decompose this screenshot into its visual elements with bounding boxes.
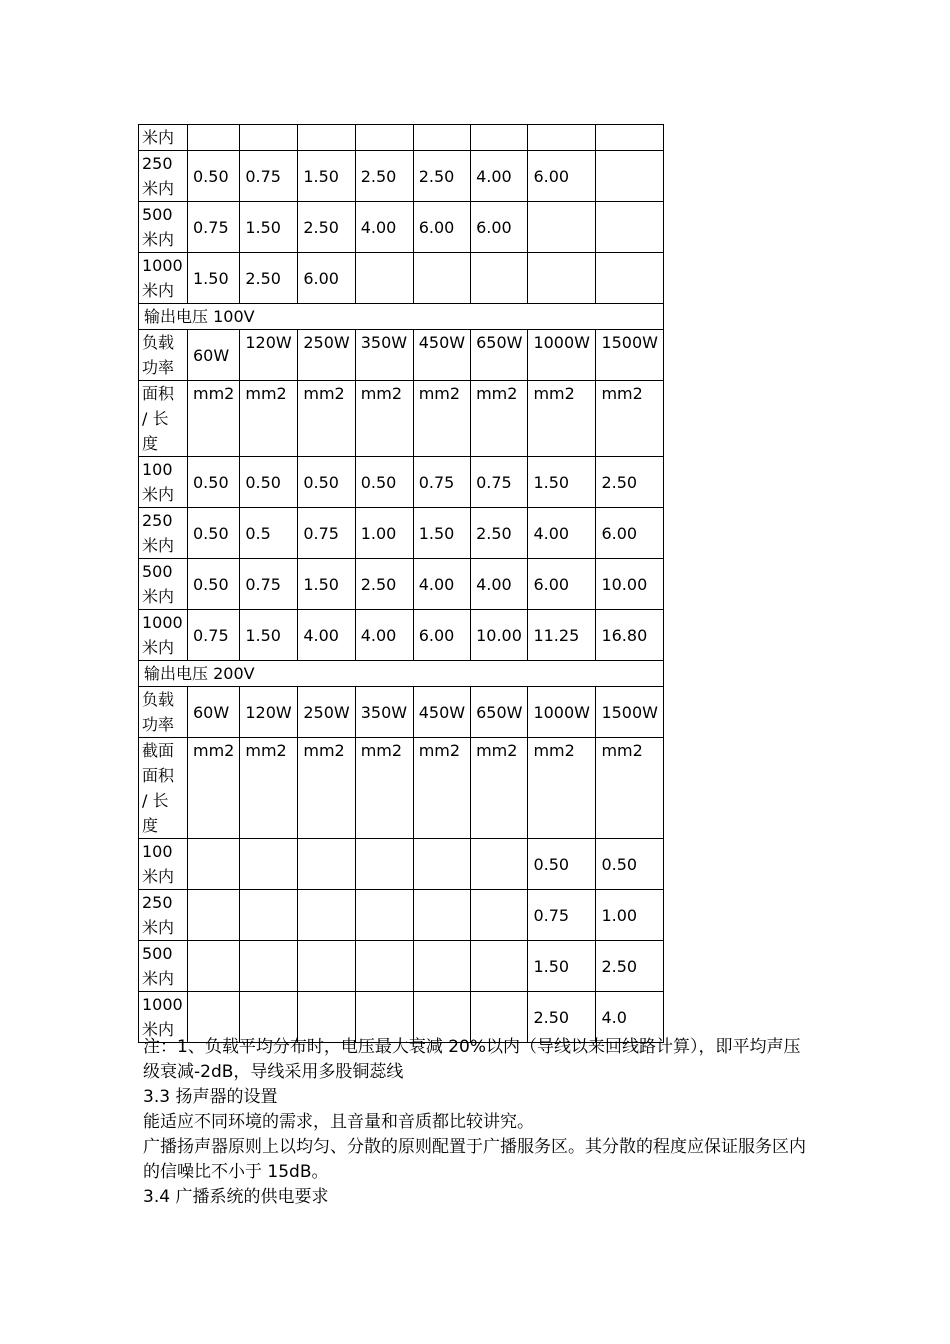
table-cell (413, 941, 470, 992)
paragraph: 广播扬声器原则上以均匀、分散的原则配置于广播服务区。其分散的程度应保证服务区内的信噪比不小于 15dB。 (143, 1137, 806, 1182)
table-cell (413, 890, 470, 941)
table-cell: mm2 (298, 381, 355, 457)
table-cell: 4.00 (355, 610, 413, 661)
table-cell: 1500W (596, 687, 664, 738)
table-cell: mm2 (471, 381, 528, 457)
table-cell: 0.75 (240, 559, 298, 610)
table-cell (188, 941, 240, 992)
table-cell: 6.00 (471, 202, 528, 253)
table-cell: 1.50 (240, 202, 298, 253)
table-cell: 0.50 (298, 457, 355, 508)
table-cell (528, 253, 596, 304)
section-row (139, 304, 664, 330)
table-cell: 0.75 (413, 457, 470, 508)
table-cell (471, 890, 528, 941)
table-cell: 1.50 (528, 941, 596, 992)
table-cell: 1.50 (298, 559, 355, 610)
table-cell: mm2 (298, 738, 355, 839)
table-cell (355, 890, 413, 941)
row-label-cell: 100 米内 (139, 839, 188, 890)
table-cell: 0.5 (240, 508, 298, 559)
table-cell: 0.50 (240, 457, 298, 508)
table-cell: mm2 (240, 738, 298, 839)
table-cell (413, 253, 470, 304)
table-cell: 250W (298, 687, 355, 738)
table-cell (413, 125, 470, 151)
table-cell: 0.75 (188, 610, 240, 661)
table-cell: 4.00 (528, 508, 596, 559)
table-cell: 6.00 (298, 253, 355, 304)
table-row (139, 151, 664, 202)
table-cell (596, 151, 664, 202)
table-cell: 1.00 (355, 508, 413, 559)
table-cell: 1.50 (188, 253, 240, 304)
table-row (139, 610, 664, 661)
table-cell: 450W (413, 687, 470, 738)
table-cell (528, 202, 596, 253)
row-label-cell: 截面面积 / 长度 (139, 738, 188, 839)
table-cell (596, 125, 664, 151)
table-cell (188, 125, 240, 151)
table-row (139, 687, 664, 738)
table-cell: mm2 (413, 381, 470, 457)
table-cell: 120W (240, 687, 298, 738)
table-row (139, 330, 664, 381)
table-cell: 4.00 (355, 202, 413, 253)
table-cell: 2.50 (596, 457, 664, 508)
table-cell (298, 839, 355, 890)
table-cell: 0.50 (528, 839, 596, 890)
table-cell: 4.00 (471, 559, 528, 610)
table-cell: mm2 (355, 381, 413, 457)
paragraph: 能适应不同环境的需求，且音量和音质都比较讲究。 (143, 1112, 534, 1132)
table-cell: mm2 (188, 381, 240, 457)
table-cell (355, 941, 413, 992)
table-cell (240, 125, 298, 151)
row-label-cell: 1000 米内 (139, 610, 188, 661)
table-cell (355, 839, 413, 890)
table-cell: 0.50 (188, 457, 240, 508)
table-cell: mm2 (355, 738, 413, 839)
table-cell: 1000W (528, 330, 596, 381)
row-label-cell: 面积 / 长度 (139, 381, 188, 457)
table-cell: 6.00 (528, 151, 596, 202)
table-cell: mm2 (413, 738, 470, 839)
table-cell (240, 941, 298, 992)
table-cell: 6.00 (596, 508, 664, 559)
table-row (139, 125, 664, 151)
table-cell: 0.50 (596, 839, 664, 890)
section-heading-3-4: 3.4 广播系统的供电要求 (143, 1187, 329, 1207)
table-cell (471, 253, 528, 304)
notes-section (143, 1035, 813, 1210)
table-row (139, 508, 664, 559)
table-cell: 1.50 (240, 610, 298, 661)
table-cell: 4.00 (413, 559, 470, 610)
table-cell (471, 125, 528, 151)
table-cell: 2.50 (596, 941, 664, 992)
table-cell: 2.50 (355, 151, 413, 202)
row-label-cell: 500 米内 (139, 941, 188, 992)
table-cell (355, 125, 413, 151)
table-cell: 2.50 (471, 508, 528, 559)
table-cell: 1.50 (413, 508, 470, 559)
table-cell: 10.00 (596, 559, 664, 610)
table-cell: 650W (471, 330, 528, 381)
table-cell: 6.00 (413, 610, 470, 661)
table-row (139, 839, 664, 890)
row-label-cell: 500 米内 (139, 559, 188, 610)
table-cell: 120W (240, 330, 298, 381)
cable-spec-table (138, 124, 664, 1043)
table-cell: 1.50 (298, 151, 355, 202)
table-row (139, 559, 664, 610)
row-label-cell: 500 米内 (139, 202, 188, 253)
table-cell: 4.0 (596, 992, 664, 1043)
table-cell: 0.50 (188, 151, 240, 202)
table-cell (298, 125, 355, 151)
table-cell (240, 890, 298, 941)
section-row (139, 661, 664, 687)
table-cell: 2.50 (355, 559, 413, 610)
table-cell: 0.75 (240, 151, 298, 202)
table-cell: 0.50 (188, 559, 240, 610)
table-cell: 0.75 (471, 457, 528, 508)
row-label-cell: 负载功率 (139, 687, 188, 738)
table-cell: 0.75 (528, 890, 596, 941)
table-cell: 250W (298, 330, 355, 381)
table-row (139, 941, 664, 992)
section-heading-3-3: 3.3 扬声器的设置 (143, 1087, 278, 1107)
table-cell: 10.00 (471, 610, 528, 661)
row-label-cell: 250 米内 (139, 508, 188, 559)
table-cell (596, 253, 664, 304)
table-cell: 1500W (596, 330, 664, 381)
table-cell: 1.50 (528, 457, 596, 508)
table-cell (528, 125, 596, 151)
table-cell: 0.75 (298, 508, 355, 559)
table-cell: 1.00 (596, 890, 664, 941)
table-cell: 0.50 (188, 508, 240, 559)
table-cell (596, 202, 664, 253)
table-row (139, 253, 664, 304)
row-label-cell: 1000 米内 (139, 992, 188, 1043)
table-cell: 11.25 (528, 610, 596, 661)
table-cell: 350W (355, 330, 413, 381)
table-cell: 2.50 (240, 253, 298, 304)
table-row (139, 890, 664, 941)
table-cell: 60W (188, 687, 240, 738)
row-label-cell: 负载功率 (139, 330, 188, 381)
table-cell (298, 941, 355, 992)
table-cell: mm2 (471, 738, 528, 839)
table-cell: 0.75 (188, 202, 240, 253)
table-cell: 450W (413, 330, 470, 381)
row-label-cell: 250 米内 (139, 151, 188, 202)
table-cell: 6.00 (528, 559, 596, 610)
section-label: 输出电压 200V (139, 661, 664, 687)
table-cell: 16.80 (596, 610, 664, 661)
table-cell: mm2 (528, 738, 596, 839)
table-cell: mm2 (596, 738, 664, 839)
note-text: 注：1、负载平均分布时，电压最大衰减 20%以内（导线以来回线路计算），即平均声压级衰减-2dB，导线采用多股铜蕊线 (143, 1037, 801, 1082)
table-cell: 4.00 (298, 610, 355, 661)
table-cell (298, 890, 355, 941)
row-label-cell: 100 米内 (139, 457, 188, 508)
table-cell (413, 839, 470, 890)
table-cell: mm2 (596, 381, 664, 457)
section-label: 输出电压 100V (139, 304, 664, 330)
table-cell (188, 839, 240, 890)
table-cell: 350W (355, 687, 413, 738)
row-label-cell: 1000 米内 (139, 253, 188, 304)
table-cell: 1000W (528, 687, 596, 738)
table-cell: 60W (188, 330, 240, 381)
table-cell: 650W (471, 687, 528, 738)
table-cell: 2.50 (413, 151, 470, 202)
row-label-cell: 250 米内 (139, 890, 188, 941)
table-cell: mm2 (188, 738, 240, 839)
table-cell: 2.50 (528, 992, 596, 1043)
table-cell (355, 253, 413, 304)
table-row (139, 381, 664, 457)
table-cell (188, 890, 240, 941)
table-row (139, 738, 664, 839)
table-cell: mm2 (528, 381, 596, 457)
table-cell: 4.00 (471, 151, 528, 202)
table-cell: 2.50 (298, 202, 355, 253)
table-cell: 6.00 (413, 202, 470, 253)
table-cell (471, 941, 528, 992)
row-label-cell: 米内 (139, 125, 188, 151)
table-cell: mm2 (240, 381, 298, 457)
table-row (139, 202, 664, 253)
table-cell (240, 839, 298, 890)
table-cell (471, 839, 528, 890)
table-row (139, 457, 664, 508)
table-cell: 0.50 (355, 457, 413, 508)
